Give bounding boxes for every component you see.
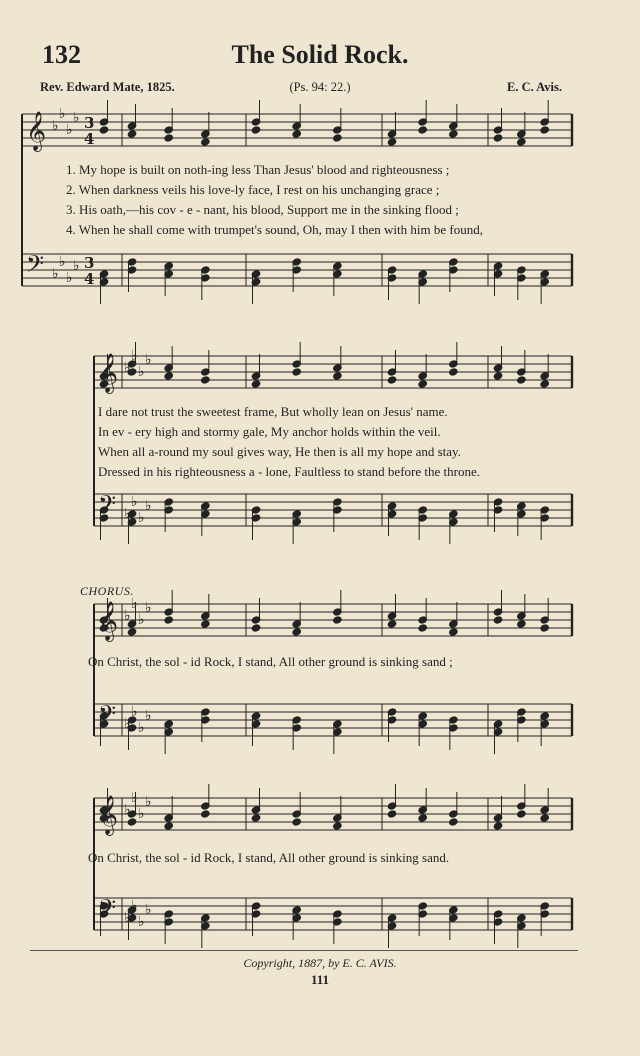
composer-credit: E. C. Avis. xyxy=(507,80,562,94)
author-credit: Rev. Edward Mate, 1825. xyxy=(40,80,175,94)
flat-icon: ♭ xyxy=(131,596,138,612)
bass-clef: 𝄢 xyxy=(26,250,45,283)
note-head xyxy=(493,616,503,624)
note-head xyxy=(251,380,261,388)
note-head xyxy=(449,368,459,376)
flat-icon: ♭ xyxy=(145,794,152,810)
flat-icon: ♭ xyxy=(73,110,80,126)
verse-line-3a: 3. His oath,—his cov - e - nant, his blood, Support me in the sinking flood ; xyxy=(66,202,459,217)
flat-icon: ♭ xyxy=(138,806,145,822)
flat-icon: ♭ xyxy=(59,254,66,270)
chorus-label: CHORUS. xyxy=(80,584,134,598)
time-signature-bottom: 4 xyxy=(84,130,95,148)
flat-icon: ♭ xyxy=(138,612,145,628)
note-head xyxy=(449,130,459,138)
note-head xyxy=(493,822,503,830)
note-head xyxy=(493,372,503,380)
note-head xyxy=(333,372,343,380)
note-head xyxy=(540,126,550,134)
note-head xyxy=(418,126,428,134)
treble-clef: 𝄞 xyxy=(98,795,119,835)
flat-icon: ♭ xyxy=(145,352,152,368)
note-head xyxy=(164,372,174,380)
verse-line-2b: In ev - ery high and stormy gale, My anchor holds within the veil. xyxy=(98,424,441,439)
note-head xyxy=(292,628,302,636)
note-head xyxy=(517,620,527,628)
flat-icon: ♭ xyxy=(124,716,131,732)
time-signature-bottom: 4 xyxy=(84,270,95,288)
flat-icon: ♭ xyxy=(59,106,66,122)
flat-icon: ♭ xyxy=(124,910,131,926)
note-head xyxy=(164,134,174,142)
footer-rule xyxy=(30,950,578,951)
flat-icon: ♭ xyxy=(73,258,80,274)
verse-line-4b: Dressed in his righteousness a - lone, Faultless to stand before the throne. xyxy=(98,464,480,479)
time-signature-top: 3 xyxy=(84,114,95,132)
flat-icon: ♭ xyxy=(131,348,138,364)
note-head xyxy=(201,376,211,384)
note-head xyxy=(387,810,397,818)
hymn-title: The Solid Rock. xyxy=(231,40,409,69)
note-head xyxy=(292,368,302,376)
note-head xyxy=(99,126,109,134)
note-head xyxy=(201,138,211,146)
flat-icon: ♭ xyxy=(124,506,131,522)
flat-icon: ♭ xyxy=(131,790,138,806)
chorus-lyric-1: On Christ, the sol - id Rock, I stand, All other ground is sinking sand ; xyxy=(88,654,453,669)
chorus-lyric-2: On Christ, the sol - id Rock, I stand, All other ground is sinking sand. xyxy=(88,850,450,865)
note-head xyxy=(333,134,343,142)
note-head xyxy=(387,376,397,384)
page-number: 111 xyxy=(310,972,330,987)
treble-clef: 𝄞 xyxy=(98,601,119,641)
flat-icon: ♭ xyxy=(138,914,145,930)
bass-clef: 𝄢 xyxy=(98,894,117,927)
note-head xyxy=(540,814,550,822)
flat-icon: ♭ xyxy=(138,364,145,380)
note-head xyxy=(517,810,527,818)
note-head xyxy=(127,818,137,826)
hymn-number: 132 xyxy=(42,40,81,69)
note-head xyxy=(333,822,343,830)
note-head xyxy=(127,628,137,636)
flat-icon: ♭ xyxy=(52,266,59,282)
verse-line-1b: I dare not trust the sweetest frame, But wholly lean on Jesus' name. xyxy=(98,404,448,419)
note-head xyxy=(127,130,137,138)
note-head xyxy=(164,822,174,830)
note-head xyxy=(292,818,302,826)
note-head xyxy=(517,376,527,384)
verse-line-1a: 1. My hope is built on noth-ing less Than Jesus' blood and righteousness ; xyxy=(66,162,450,177)
note-head xyxy=(517,138,527,146)
note-head xyxy=(387,620,397,628)
flat-icon: ♭ xyxy=(138,720,145,736)
note-head xyxy=(251,814,261,822)
note-head xyxy=(251,126,261,134)
copyright-notice: Copyright, 1887, by E. C. AVIS. xyxy=(243,956,397,970)
flat-icon: ♭ xyxy=(145,600,152,616)
note-head xyxy=(418,814,428,822)
flat-icon: ♭ xyxy=(52,118,59,134)
time-signature-top: 3 xyxy=(84,254,95,272)
flat-icon: ♭ xyxy=(145,708,152,724)
bass-clef: 𝄢 xyxy=(98,490,117,523)
treble-clef: 𝄞 xyxy=(26,111,47,151)
note-head xyxy=(418,380,428,388)
flat-icon: ♭ xyxy=(66,122,73,138)
note-head xyxy=(333,616,343,624)
flat-icon: ♭ xyxy=(131,494,138,510)
note-head xyxy=(449,628,459,636)
note-head xyxy=(292,130,302,138)
treble-clef: 𝄞 xyxy=(98,353,119,393)
verse-line-3b: When all a-round my soul gives way, He then is all my hope and stay. xyxy=(98,444,461,459)
note-head xyxy=(164,616,174,624)
flat-icon: ♭ xyxy=(124,608,131,624)
note-head xyxy=(251,624,261,632)
flat-icon: ♭ xyxy=(131,704,138,720)
note-head xyxy=(540,624,550,632)
flat-icon: ♭ xyxy=(66,270,73,286)
verse-line-2a: 2. When darkness veils his love-ly face, I rest on his unchanging grace ; xyxy=(66,182,440,197)
note-head xyxy=(201,810,211,818)
note-head xyxy=(540,380,550,388)
verse-line-4a: 4. When he shall come with trumpet's sound, Oh, may I then with him be found, xyxy=(66,222,483,237)
flat-icon: ♭ xyxy=(145,902,152,918)
flat-icon: ♭ xyxy=(131,898,138,914)
note-head xyxy=(418,624,428,632)
bass-clef: 𝄢 xyxy=(98,700,117,733)
note-head xyxy=(201,620,211,628)
flat-icon: ♭ xyxy=(138,510,145,526)
flat-icon: ♭ xyxy=(124,360,131,376)
note-head xyxy=(387,138,397,146)
note-head xyxy=(493,134,503,142)
flat-icon: ♭ xyxy=(124,802,131,818)
flat-icon: ♭ xyxy=(145,498,152,514)
scripture-reference: (Ps. 94: 22.) xyxy=(289,80,351,94)
note-head xyxy=(449,818,459,826)
